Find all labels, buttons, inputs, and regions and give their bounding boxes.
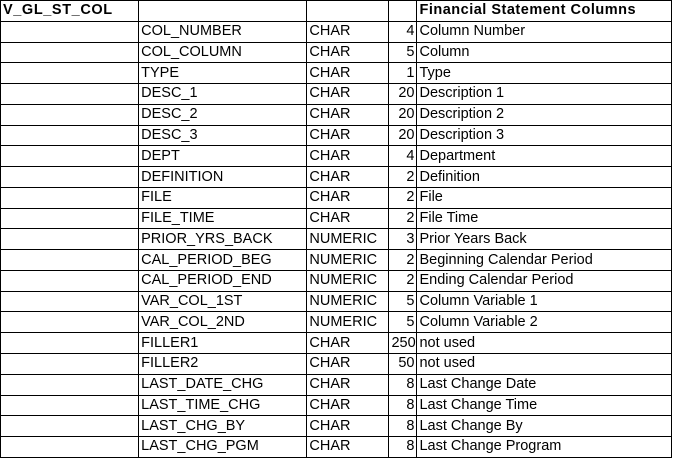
- field-length-cell: 3: [389, 229, 417, 250]
- table-row: [1, 146, 672, 167]
- field-name-cell: FILE: [139, 187, 307, 208]
- table-row: [1, 167, 672, 188]
- empty-cell: [139, 1, 307, 22]
- field-description-cell: Description 1: [417, 84, 672, 105]
- field-type-cell: CHAR: [307, 437, 389, 458]
- field-name-cell: LAST_TIME_CHG: [139, 395, 307, 416]
- field-length-cell: 8: [389, 395, 417, 416]
- field-type-cell: CHAR: [307, 125, 389, 146]
- field-length-cell: 2: [389, 250, 417, 271]
- field-description-cell: Prior Years Back: [417, 229, 672, 250]
- field-length-cell: 5: [389, 291, 417, 312]
- table-row: [1, 270, 672, 291]
- table-row: [1, 208, 672, 229]
- field-length-cell: 2: [389, 187, 417, 208]
- table-row: [1, 333, 672, 354]
- table-name-cell: V_GL_ST_COL: [1, 1, 139, 22]
- field-name-cell: COL_NUMBER: [139, 21, 307, 42]
- indent-cell: [1, 395, 139, 416]
- table-row: [1, 312, 672, 333]
- indent-cell: [1, 63, 139, 84]
- field-name-cell: FILLER2: [139, 354, 307, 375]
- indent-cell: [1, 42, 139, 63]
- table-row: [1, 416, 672, 437]
- empty-cell: [307, 1, 389, 22]
- field-name-cell: DESC_2: [139, 104, 307, 125]
- field-name-cell: VAR_COL_1ST: [139, 291, 307, 312]
- field-description-cell: Type: [417, 63, 672, 84]
- field-description-cell: File: [417, 187, 672, 208]
- field-description-cell: Last Change Program: [417, 437, 672, 458]
- indent-cell: [1, 187, 139, 208]
- field-name-cell: FILLER1: [139, 333, 307, 354]
- field-description-cell: Column Number: [417, 21, 672, 42]
- field-description-cell: Ending Calendar Period: [417, 270, 672, 291]
- field-length-cell: 5: [389, 42, 417, 63]
- field-length-cell: 2: [389, 270, 417, 291]
- field-description-cell: Column: [417, 42, 672, 63]
- field-length-cell: 50: [389, 354, 417, 375]
- table-row: [1, 21, 672, 42]
- field-type-cell: NUMERIC: [307, 250, 389, 271]
- field-type-cell: CHAR: [307, 187, 389, 208]
- field-name-cell: LAST_CHG_PGM: [139, 437, 307, 458]
- field-name-cell: CAL_PERIOD_END: [139, 270, 307, 291]
- field-type-cell: CHAR: [307, 416, 389, 437]
- field-description-cell: not used: [417, 333, 672, 354]
- field-name-cell: DESC_1: [139, 84, 307, 105]
- table-row: [1, 84, 672, 105]
- field-description-cell: Department: [417, 146, 672, 167]
- field-name-cell: LAST_CHG_BY: [139, 416, 307, 437]
- indent-cell: [1, 104, 139, 125]
- indent-cell: [1, 208, 139, 229]
- field-length-cell: 4: [389, 21, 417, 42]
- indent-cell: [1, 250, 139, 271]
- field-name-cell: PRIOR_YRS_BACK: [139, 229, 307, 250]
- field-type-cell: CHAR: [307, 374, 389, 395]
- field-name-cell: DEPT: [139, 146, 307, 167]
- field-type-cell: CHAR: [307, 354, 389, 375]
- indent-cell: [1, 354, 139, 375]
- field-type-cell: NUMERIC: [307, 291, 389, 312]
- table-row: [1, 291, 672, 312]
- field-name-cell: LAST_DATE_CHG: [139, 374, 307, 395]
- table-row: [1, 187, 672, 208]
- field-name-cell: CAL_PERIOD_BEG: [139, 250, 307, 271]
- field-type-cell: CHAR: [307, 104, 389, 125]
- field-type-cell: CHAR: [307, 84, 389, 105]
- field-length-cell: 20: [389, 125, 417, 146]
- field-type-cell: NUMERIC: [307, 312, 389, 333]
- table-row: [1, 42, 672, 63]
- field-length-cell: 8: [389, 374, 417, 395]
- table-row: [1, 229, 672, 250]
- indent-cell: [1, 146, 139, 167]
- table-title-cell: Financial Statement Columns: [417, 1, 672, 22]
- field-description-cell: Last Change By: [417, 416, 672, 437]
- field-type-cell: CHAR: [307, 42, 389, 63]
- field-length-cell: 2: [389, 167, 417, 188]
- field-length-cell: 5: [389, 312, 417, 333]
- field-description-cell: File Time: [417, 208, 672, 229]
- table-row: [1, 104, 672, 125]
- field-type-cell: NUMERIC: [307, 229, 389, 250]
- indent-cell: [1, 229, 139, 250]
- table-body: [1, 1, 672, 458]
- field-length-cell: 20: [389, 84, 417, 105]
- field-type-cell: NUMERIC: [307, 270, 389, 291]
- field-name-cell: DEFINITION: [139, 167, 307, 188]
- field-length-cell: 20: [389, 104, 417, 125]
- table-row: [1, 250, 672, 271]
- field-description-cell: Description 3: [417, 125, 672, 146]
- field-length-cell: 1: [389, 63, 417, 84]
- field-length-cell: 8: [389, 437, 417, 458]
- field-type-cell: CHAR: [307, 21, 389, 42]
- field-length-cell: 2: [389, 208, 417, 229]
- field-name-cell: COL_COLUMN: [139, 42, 307, 63]
- field-name-cell: DESC_3: [139, 125, 307, 146]
- table-row: [1, 437, 672, 458]
- indent-cell: [1, 291, 139, 312]
- indent-cell: [1, 312, 139, 333]
- field-description-cell: Column Variable 2: [417, 312, 672, 333]
- field-length-cell: 8: [389, 416, 417, 437]
- indent-cell: [1, 333, 139, 354]
- field-description-cell: Definition: [417, 167, 672, 188]
- field-description-cell: Last Change Date: [417, 374, 672, 395]
- field-length-cell: 250: [389, 333, 417, 354]
- header-row: [1, 1, 672, 22]
- indent-cell: [1, 84, 139, 105]
- field-description-cell: Column Variable 1: [417, 291, 672, 312]
- indent-cell: [1, 21, 139, 42]
- table-row: [1, 354, 672, 375]
- field-name-cell: FILE_TIME: [139, 208, 307, 229]
- field-type-cell: CHAR: [307, 395, 389, 416]
- field-description-cell: Description 2: [417, 104, 672, 125]
- indent-cell: [1, 167, 139, 188]
- field-type-cell: CHAR: [307, 63, 389, 84]
- field-description-cell: not used: [417, 354, 672, 375]
- field-type-cell: CHAR: [307, 333, 389, 354]
- indent-cell: [1, 270, 139, 291]
- field-description-cell: Beginning Calendar Period: [417, 250, 672, 271]
- field-description-cell: Last Change Time: [417, 395, 672, 416]
- table-row: [1, 125, 672, 146]
- indent-cell: [1, 416, 139, 437]
- field-type-cell: CHAR: [307, 146, 389, 167]
- field-length-cell: 4: [389, 146, 417, 167]
- field-type-cell: CHAR: [307, 208, 389, 229]
- indent-cell: [1, 374, 139, 395]
- table-row: [1, 374, 672, 395]
- field-name-cell: TYPE: [139, 63, 307, 84]
- empty-cell: [389, 1, 417, 22]
- field-type-cell: CHAR: [307, 167, 389, 188]
- table-row: [1, 63, 672, 84]
- indent-cell: [1, 125, 139, 146]
- field-name-cell: VAR_COL_2ND: [139, 312, 307, 333]
- table-row: [1, 395, 672, 416]
- indent-cell: [1, 437, 139, 458]
